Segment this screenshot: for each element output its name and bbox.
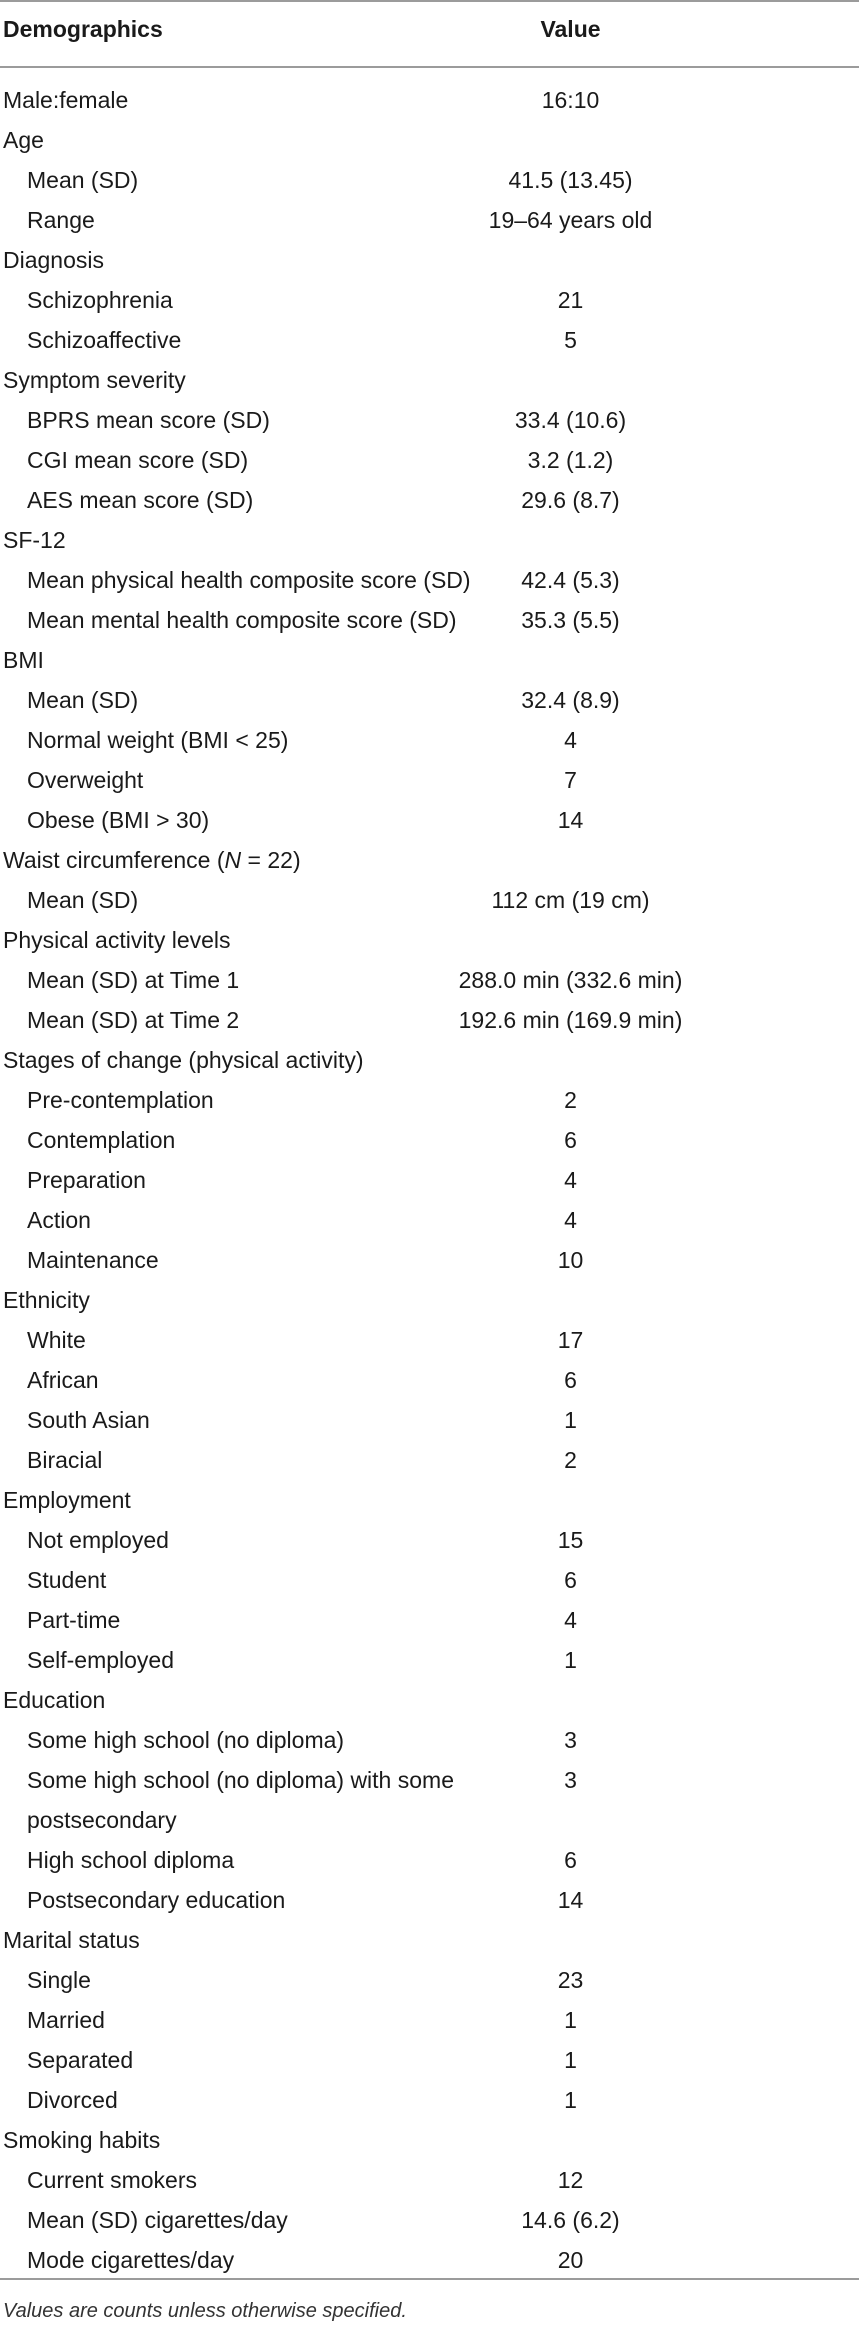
table-row (0, 600, 859, 640)
table-row (0, 2080, 859, 2120)
table-row (0, 720, 859, 760)
table-row (0, 1200, 859, 1240)
table-section-row (0, 120, 859, 160)
table-header-rule (0, 66, 859, 68)
table-row (0, 1960, 859, 2000)
row-value: 29.6 (8.7) (521, 487, 620, 513)
row-label: Age (3, 127, 44, 153)
table-section-row (0, 1920, 859, 1960)
row-label: Waist circumference (N = 22) (3, 847, 301, 873)
table-row (0, 960, 859, 1000)
row-label: High school diploma (27, 1847, 235, 1873)
row-value: 1 (564, 2047, 577, 2073)
table-row (0, 480, 859, 520)
row-label: BMI (3, 647, 44, 673)
row-value: 42.4 (5.3) (521, 567, 620, 593)
row-value: 14 (557, 1887, 584, 1913)
row-value: 14.6 (6.2) (521, 2207, 620, 2233)
row-value: 12 (557, 2167, 584, 2193)
row-label: Part-time (27, 1607, 121, 1633)
row-label: African (27, 1367, 99, 1393)
row-label: Education (3, 1687, 106, 1713)
row-label: Mean (SD) (27, 167, 139, 193)
row-value: 1 (564, 2007, 577, 2033)
row-value: 1 (564, 1647, 577, 1673)
table-row (0, 1440, 859, 1480)
table-row (0, 400, 859, 440)
row-value: 192.6 min (169.9 min) (458, 1007, 683, 1033)
table-row (0, 1600, 859, 1640)
row-label: Postsecondary education (27, 1887, 286, 1913)
row-value: 21 (557, 287, 584, 313)
row-value: 17 (557, 1327, 584, 1353)
table-body (0, 80, 859, 2280)
row-value: 16:10 (541, 87, 600, 113)
row-value: 2 (564, 1447, 577, 1473)
row-label: Current smokers (27, 2167, 197, 2193)
row-label: Obese (BMI > 30) (27, 807, 210, 833)
row-value: 4 (564, 1607, 577, 1633)
table-section-row (0, 1280, 859, 1320)
table-row (0, 280, 859, 320)
row-value: 41.5 (13.45) (508, 167, 633, 193)
row-value: 288.0 min (332.6 min) (458, 967, 683, 993)
row-label: Mean (SD) cigarettes/day (27, 2207, 288, 2233)
row-value: 10 (557, 1247, 584, 1273)
row-value: 4 (564, 727, 577, 753)
table-section-row (0, 360, 859, 400)
table-section-row (0, 840, 859, 880)
row-value: 3 (564, 1727, 577, 1753)
row-label: Mean (SD) (27, 687, 139, 713)
row-value: 6 (564, 1367, 577, 1393)
row-label: Smoking habits (3, 2127, 161, 2153)
row-label: Mean (SD) (27, 887, 139, 913)
table-section-row (0, 1040, 859, 1080)
row-label: Schizophrenia (27, 287, 173, 313)
table-row (0, 160, 859, 200)
row-label: Overweight (27, 767, 144, 793)
table-row (0, 760, 859, 800)
row-label: Marital status (3, 1927, 140, 1953)
row-label: SF-12 (3, 527, 66, 553)
table-row (0, 680, 859, 720)
row-value: 4 (564, 1207, 577, 1233)
table-row (0, 1840, 859, 1880)
table-header (0, 0, 859, 66)
row-label: South Asian (27, 1407, 150, 1433)
table-section-row (0, 240, 859, 280)
row-label: Diagnosis (3, 247, 104, 273)
row-label: Contemplation (27, 1127, 176, 1153)
row-value: 1 (564, 2087, 577, 2113)
row-value: 4 (564, 1167, 577, 1193)
row-value: 20 (557, 2247, 584, 2273)
table-section-row (0, 80, 859, 120)
row-label: Preparation (27, 1167, 146, 1193)
row-label: Schizoaffective (27, 327, 182, 353)
table-row (0, 2200, 859, 2240)
table-row (0, 1160, 859, 1200)
table-row (0, 1360, 859, 1400)
table-row (0, 2240, 859, 2280)
table-row (0, 800, 859, 840)
row-label: AES mean score (SD) (27, 487, 254, 513)
table-row (0, 1120, 859, 1160)
table-row (0, 1320, 859, 1360)
table-row (0, 1880, 859, 1920)
row-value: 6 (564, 1567, 577, 1593)
table-row (0, 1720, 859, 1760)
table-footnote: Values are counts unless otherwise specified. (3, 2300, 407, 2322)
row-label: BPRS mean score (SD) (27, 407, 270, 433)
row-value: 35.3 (5.5) (521, 607, 620, 633)
table-row (0, 1240, 859, 1280)
table-section-row (0, 1480, 859, 1520)
row-value: 7 (564, 767, 577, 793)
row-value: 112 cm (19 cm) (491, 887, 650, 913)
header-demographics: Demographics (3, 16, 163, 42)
row-label: Some high school (no diploma) (27, 1727, 345, 1753)
row-label: Biracial (27, 1447, 103, 1473)
table-row (0, 440, 859, 480)
row-value: 32.4 (8.9) (521, 687, 620, 713)
row-label: Not employed (27, 1527, 169, 1553)
row-label: Maintenance (27, 1247, 159, 1273)
row-label: Action (27, 1207, 91, 1233)
row-label: Some high school (no diploma) with some postsecondary (27, 1767, 454, 1833)
table-row (0, 1080, 859, 1120)
row-value: 3 (564, 1767, 577, 1793)
row-label: Mean (SD) at Time 2 (27, 1007, 240, 1033)
row-label: Pre-contemplation (27, 1087, 214, 1113)
row-label: Normal weight (BMI < 25) (27, 727, 289, 753)
table-row (0, 560, 859, 600)
table-row (0, 2040, 859, 2080)
table-row (0, 320, 859, 360)
row-label: Mean mental health composite score (SD) (27, 607, 457, 633)
row-value: 33.4 (10.6) (514, 407, 627, 433)
table-section-row (0, 640, 859, 680)
row-value: 15 (557, 1527, 584, 1553)
row-label: Mean physical health composite score (SD) (27, 567, 471, 593)
row-value: 23 (557, 1967, 584, 1993)
row-label: Symptom severity (3, 367, 186, 393)
row-value: 2 (564, 1087, 577, 1113)
table-row (0, 1000, 859, 1040)
row-value: 5 (564, 327, 577, 353)
row-value: 1 (564, 1407, 577, 1433)
row-value: 19–64 years old (488, 207, 653, 233)
table-row (0, 1520, 859, 1560)
table-row (0, 1560, 859, 1600)
row-value: 14 (557, 807, 584, 833)
row-label: Married (27, 2007, 105, 2033)
table-row (0, 1760, 859, 1840)
table-row (0, 1400, 859, 1440)
row-label: Separated (27, 2047, 134, 2073)
row-label: Student (27, 1567, 107, 1593)
table-row (0, 1640, 859, 1680)
table-bottom-rule (0, 2278, 859, 2280)
table-row (0, 2000, 859, 2040)
table-row (0, 2160, 859, 2200)
table-row (0, 880, 859, 920)
header-value: Value (540, 16, 601, 42)
table-section-row (0, 520, 859, 560)
row-value: 6 (564, 1847, 577, 1873)
row-label: Male:female (3, 87, 129, 113)
row-label: Divorced (27, 2087, 118, 2113)
row-label: Stages of change (physical activity) (3, 1047, 364, 1073)
row-label: Employment (3, 1487, 131, 1513)
row-label: CGI mean score (SD) (27, 447, 249, 473)
row-label: Self-employed (27, 1647, 175, 1673)
row-label: Range (27, 207, 95, 233)
table-row (0, 200, 859, 240)
row-label: Mean (SD) at Time 1 (27, 967, 240, 993)
row-value: 3.2 (1.2) (527, 447, 614, 473)
table-section-row (0, 1680, 859, 1720)
row-label: White (27, 1327, 86, 1353)
row-label: Single (27, 1967, 91, 1993)
row-value: 6 (564, 1127, 577, 1153)
table-section-row (0, 2120, 859, 2160)
table-section-row (0, 920, 859, 960)
row-label: Ethnicity (3, 1287, 90, 1313)
row-label: Mode cigarettes/day (27, 2247, 235, 2273)
row-label: Physical activity levels (3, 927, 231, 953)
